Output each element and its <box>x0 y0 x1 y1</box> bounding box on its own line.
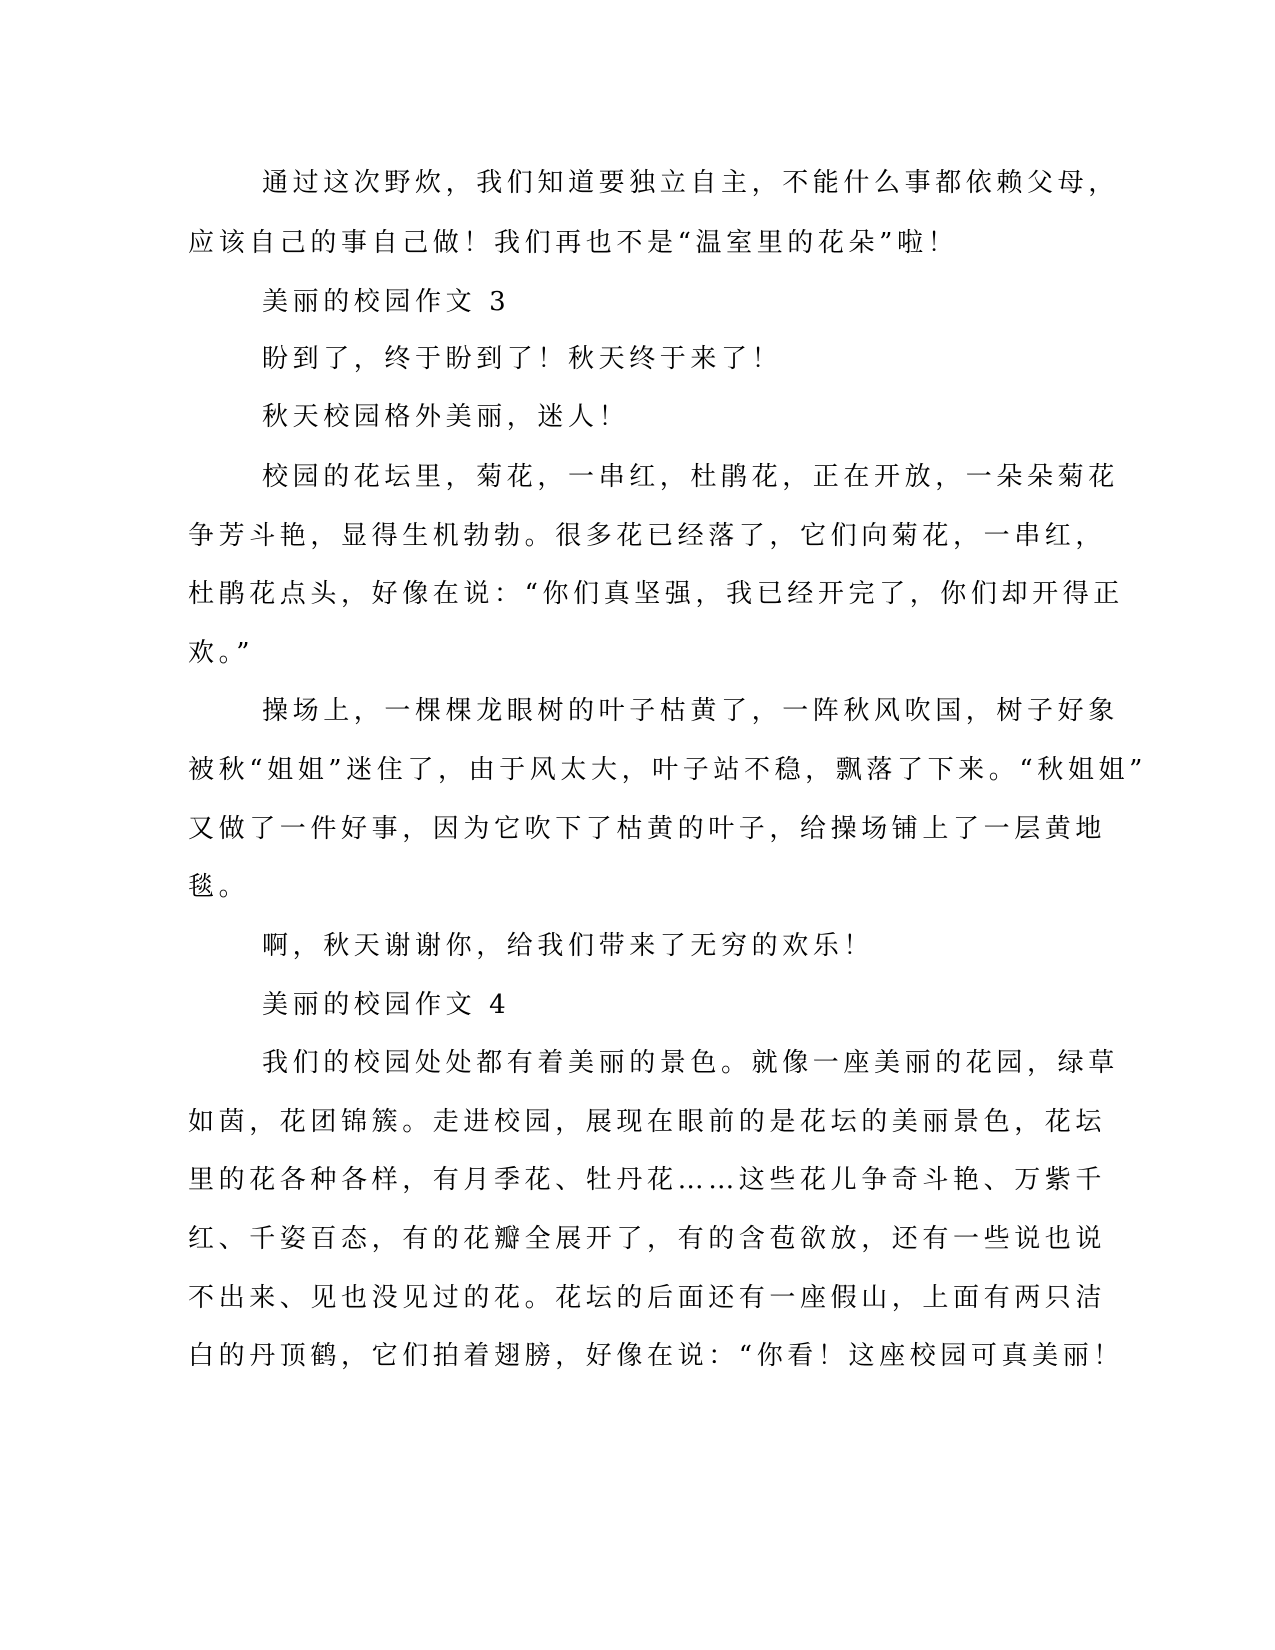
paragraph-line: 被秋“姐姐”迷住了，由于风太大，叶子站不稳，飘落了下来。“秋姐姐” <box>188 755 1147 785</box>
paragraph-line: 里的花各种各样，有月季花、牡丹花……这些花儿争奇斗艳、万紫千 <box>188 1165 1107 1195</box>
paragraph-line: 我们的校园处处都有着美丽的景色。就像一座美丽的花园，绿草 <box>262 1048 1119 1078</box>
paragraph-line: 杜鹃花点头，好像在说：“你们真坚强，我已经开完了，你们却开得正 <box>188 579 1124 609</box>
paragraph-line: 争芳斗艳，显得生机勃勃。很多花已经落了，它们向菊花，一串红， <box>188 521 1107 551</box>
paragraph-line: 秋天校园格外美丽，迷人！ <box>262 402 630 432</box>
section-heading: 美丽的校园作文 4 <box>262 990 511 1020</box>
paragraph-line: 如茵，花团锦簇。走进校园，展现在眼前的是花坛的美丽景色，花坛 <box>188 1107 1107 1137</box>
paragraph-line: 啊，秋天谢谢你，给我们带来了无穷的欢乐！ <box>262 931 875 961</box>
paragraph-line: 又做了一件好事，因为它吹下了枯黄的叶子，给操场铺上了一层黄地 <box>188 814 1107 844</box>
paragraph-line: 红、千姿百态，有的花瓣全展开了，有的含苞欲放，还有一些说也说 <box>188 1224 1107 1254</box>
section-heading: 美丽的校园作文 3 <box>262 287 511 317</box>
paragraph-line: 校园的花坛里，菊花，一串红，杜鹃花，正在开放，一朵朵菊花 <box>262 462 1119 492</box>
paragraph-line: 欢。” <box>188 638 255 668</box>
paragraph-line: 应该自己的事自己做！我们再也不是“温室里的花朵”啦！ <box>188 228 959 258</box>
paragraph-line: 白的丹顶鹤，它们拍着翅膀，好像在说：“你看！这座校园可真美丽！ <box>188 1341 1124 1371</box>
paragraph-line: 通过这次野炊，我们知道要独立自主，不能什么事都依赖父母， <box>262 168 1119 198</box>
paragraph-line: 盼到了，终于盼到了！秋天终于来了！ <box>262 344 783 374</box>
paragraph-line: 毯。 <box>188 872 250 902</box>
paragraph-line: 不出来、见也没见过的花。花坛的后面还有一座假山，上面有两只洁 <box>188 1283 1107 1313</box>
paragraph-line: 操场上，一棵棵龙眼树的叶子枯黄了，一阵秋风吹国，树子好象 <box>262 696 1119 726</box>
